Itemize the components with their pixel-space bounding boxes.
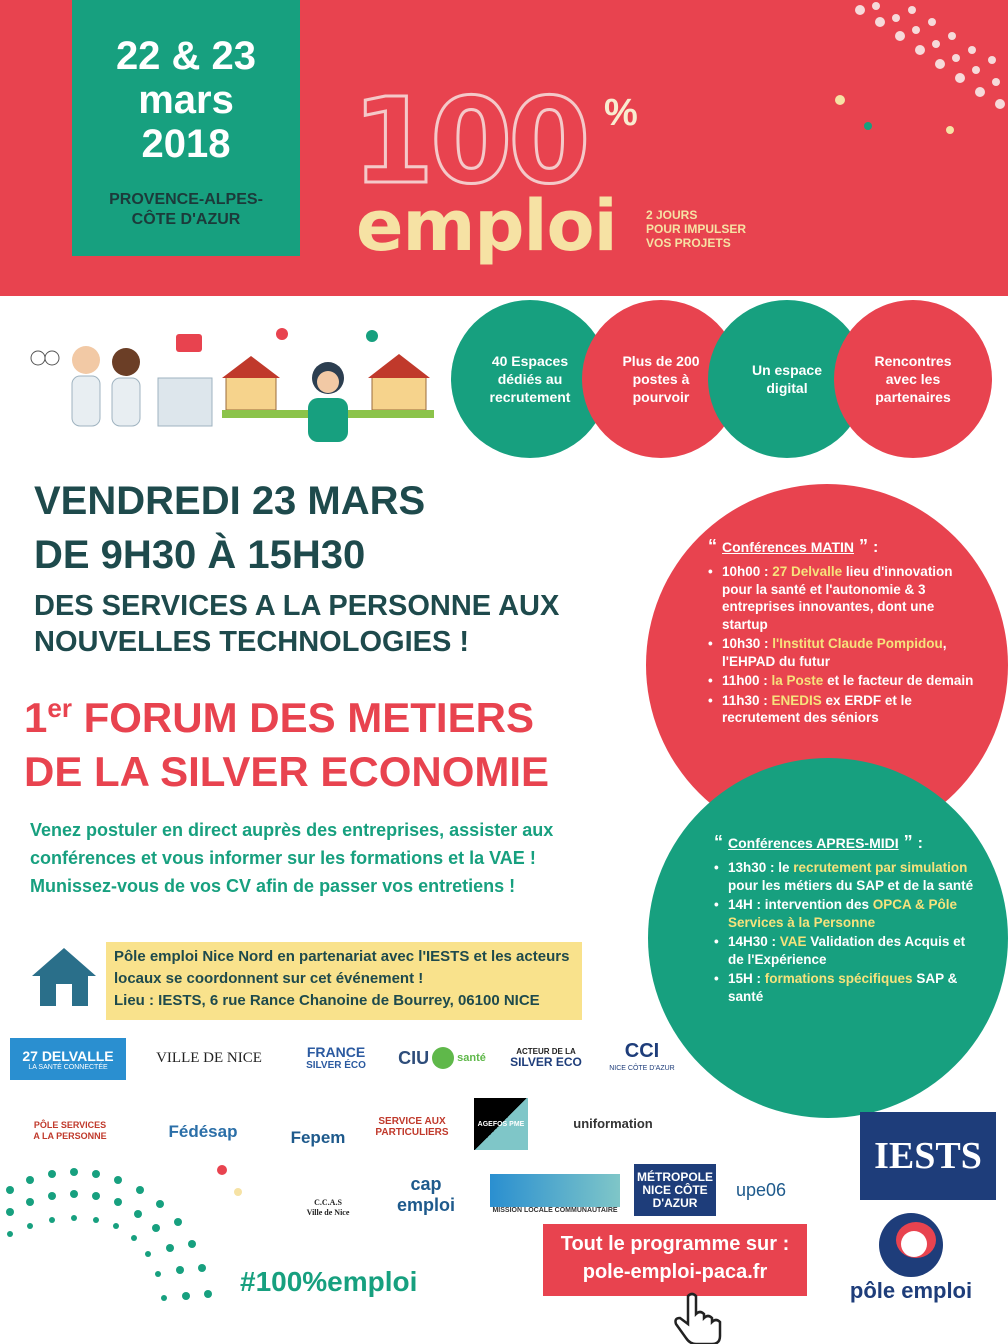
pole-emploi-logo-text: pôle emploi [849,1278,973,1303]
hashtag: #100%emploi [240,1266,418,1297]
logo-pole-services-personne: PÔLE SERVICES A LA PERSONNE [33,1120,107,1141]
conference-item: • 11h00 : la Poste et le facteur de demain [708,672,978,690]
conference-afternoon-title: Conférences APRES-MIDI [728,835,899,851]
conference-item: • 15H : formations spécifiques SAP & santé [714,970,984,1005]
pointer-hand-icon [672,1292,722,1344]
feature-recruitment-spaces: 40 Espaces dédiés au recrutement [451,300,609,458]
conference-item: • 10h30 : l'Institut Claude Pompidou, l'EHPAD du futur [708,635,978,670]
date-box [72,0,300,256]
conference-morning: “ Conférences MATIN ” : • 10h00 : 27 Delvalle lieu d'innovation pour la santé et l'autonomie & 3 entreprises innovantes, dont une startup • 10h30 : l'Institut Claude Pompidou, l'EHPAD du futur • 11h00 : la Poste et le facteur de demain • 11h30 : ENEDIS ex ERDF et le recrutement des séniors [646,484,1008,846]
forum-title-line1: 1er FORUM DES METIERS [24,693,534,741]
logo-100: 100 [352,72,587,210]
event-date-heading: VENDREDI 23 MARS DE 9H30 À 15H30 [34,479,426,577]
conference-item: • 13h30 : le recrutement par simulation pour les métiers du SAP et de la santé [714,859,984,894]
home-icon [30,946,98,1008]
logo-france-silver-eco: FRANCE SILVER ÉCO [306,1044,366,1071]
conference-item: • 14H30 : VAE Validation des Acquis et de l'Expérience [714,933,984,968]
logo-cci: CCI NICE CÔTE D'AZUR [609,1040,675,1072]
info-box: Pôle emploi Nice Nord en partenariat avec l'IESTS et les acteurs locaux se coordonnent sur cet événement ! Lieu : IESTS, 6 rue Rance Chanoine de Bourrey, 06100 NICE [106,942,582,1020]
dot-arc-decoration [0,1150,250,1344]
logo-agefos-pme: AGEFOS PME [474,1098,528,1150]
healthcare-illustration [18,318,218,432]
logo-fepem: Fepem [290,1128,346,1147]
event-region: PROVENCE-ALPES- CÔTE D'AZUR [109,191,263,228]
logo-metropole: MÉTROPOLE NICE CÔTE D'AZUR [634,1164,716,1216]
conference-afternoon-list [714,859,984,1005]
logo-cap-emploi: cap emploi [396,1174,455,1215]
logo-27-delvalle: 27 DELVALLE LA SANTÉ CONNECTÉE [10,1038,126,1080]
conference-item: • 11h30 : ENEDIS ex ERDF et le recrutement des séniors [708,692,978,727]
event-subtitle: DES SERVICES A LA PERSONNE AUX NOUVELLES TECHNOLOGIES ! [34,590,560,658]
logo-upe06: upe06 [735,1179,787,1200]
logo-emploi: emploi [356,185,617,267]
conference-item: • 14H : intervention des OPCA & Pôle Services à la Personne [714,896,984,931]
dot-pattern-decoration [820,0,1008,150]
logo-fedesap: Fédésap [168,1122,238,1141]
program-link-button[interactable]: Tout le programme sur : pole-emploi-paca.fr [543,1224,807,1296]
logo-service-particuliers: SERVICE AUX PARTICULIERS [375,1116,449,1138]
logo-acteur-silver-eco: ACTEUR DE LA SILVER ECO [510,1047,582,1069]
home-services-illustration [222,316,434,444]
intro-text: Venez postuler en direct auprès des entreprises, assister aux conférences et vous informer sur les formations et la VAE ! Munissez-vous de vos CV afin de passer vos entretiens ! [30,820,554,896]
logo-tagline: 2 JOURS POUR IMPULSER VOS PROJETS [646,208,747,250]
logo-mission-locale: MISSION LOCALE COMMUNAUTAIRE [490,1174,620,1214]
conference-afternoon: “ Conférences APRES-MIDI ” : • 13h30 : le recrutement par simulation pour les métiers du SAP et de la santé • 14H : intervention des OPCA & Pôle Services à la Personne • 14H30 : VAE Validation des Acquis et de l'Expérience • 15H : formations spécifiques SAP & santé [648,758,1008,1118]
logo-ccas-nice: C.C.A.S Ville de Nice [306,1198,350,1217]
logo-iests: IESTS [860,1112,996,1200]
logo-percent: % [604,92,638,134]
logo-uniformation: uniformation [573,1115,653,1131]
header-banner [0,0,1008,296]
event-dates: 22 & 23 mars 2018 [115,34,257,166]
conference-morning-title: Conférences MATIN [722,539,854,555]
logo-ville-de-nice: VILLE DE NICE [156,1049,262,1066]
feature-job-positions: Plus de 200 postes à pourvoir [582,300,740,458]
pole-emploi-logo-icon [876,1210,946,1280]
conference-morning-list [708,563,978,727]
feature-partner-meetings: Rencontres avec les partenaires [834,300,992,458]
feature-digital-space: Un espace digital [708,300,866,458]
logo-ciu-sante: CIU santé [398,1047,486,1068]
conference-item: • 10h00 : 27 Delvalle lieu d'innovation pour la santé et l'autonomie & 3 entreprises innovantes, dont une startup [708,563,978,633]
forum-title-line2: DE LA SILVER ECONOMIE [24,748,550,795]
